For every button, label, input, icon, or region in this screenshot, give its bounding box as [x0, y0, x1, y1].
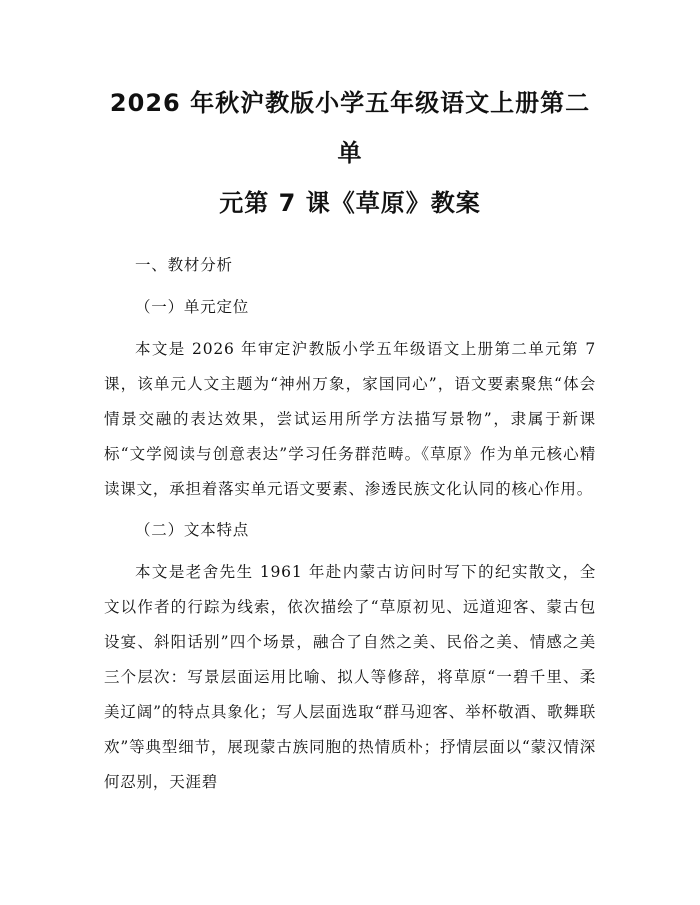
document-title	[104, 78, 596, 228]
section-heading-materials-analysis: 一、教材分析	[135, 256, 233, 274]
section-heading-unit-positioning: （一）单元定位	[135, 298, 250, 316]
section-heading-text-features: （二）文本特点	[135, 521, 250, 539]
paragraph-unit-positioning: 本文是 2026 年审定沪教版小学五年级语文上册第二单元第 7 课，该单元人文主题为“神州万象，家国同心”，语文要素聚焦“体会情景交融的表达效果，尝试运用所学方法描写景物”，隶属于新课标“文学阅读与创意表达”学习任务群范畴。《草原》作为单元核心精读课文，承担着落实单元语文要素、渗透民族文化认同的核心作用。	[104, 340, 596, 498]
title-line-2: 元第 7 课《草原》教案	[219, 189, 481, 217]
title-line-1: 2026 年秋沪教版小学五年级语文上册第二单	[109, 89, 591, 167]
document-body	[104, 248, 596, 800]
paragraph-text-features: 本文是老舍先生 1961 年赴内蒙古访问时写下的纪实散文，全文以作者的行踪为线索，依次描绘了“草原初见、远道迎客、蒙古包设宴、斜阳话别”四个场景，融合了自然之美、民俗之美、情感之美三个层次：写景层面运用比喻、拟人等修辞，将草原“一碧千里、柔美辽阔”的特点具象化；写人层面选取“群马迎客、举杯敬酒、歌舞联欢”等典型细节，展现蒙古族同胞的热情质朴；抒情层面以“蒙汉情深何忍别，天涯碧	[104, 563, 596, 791]
